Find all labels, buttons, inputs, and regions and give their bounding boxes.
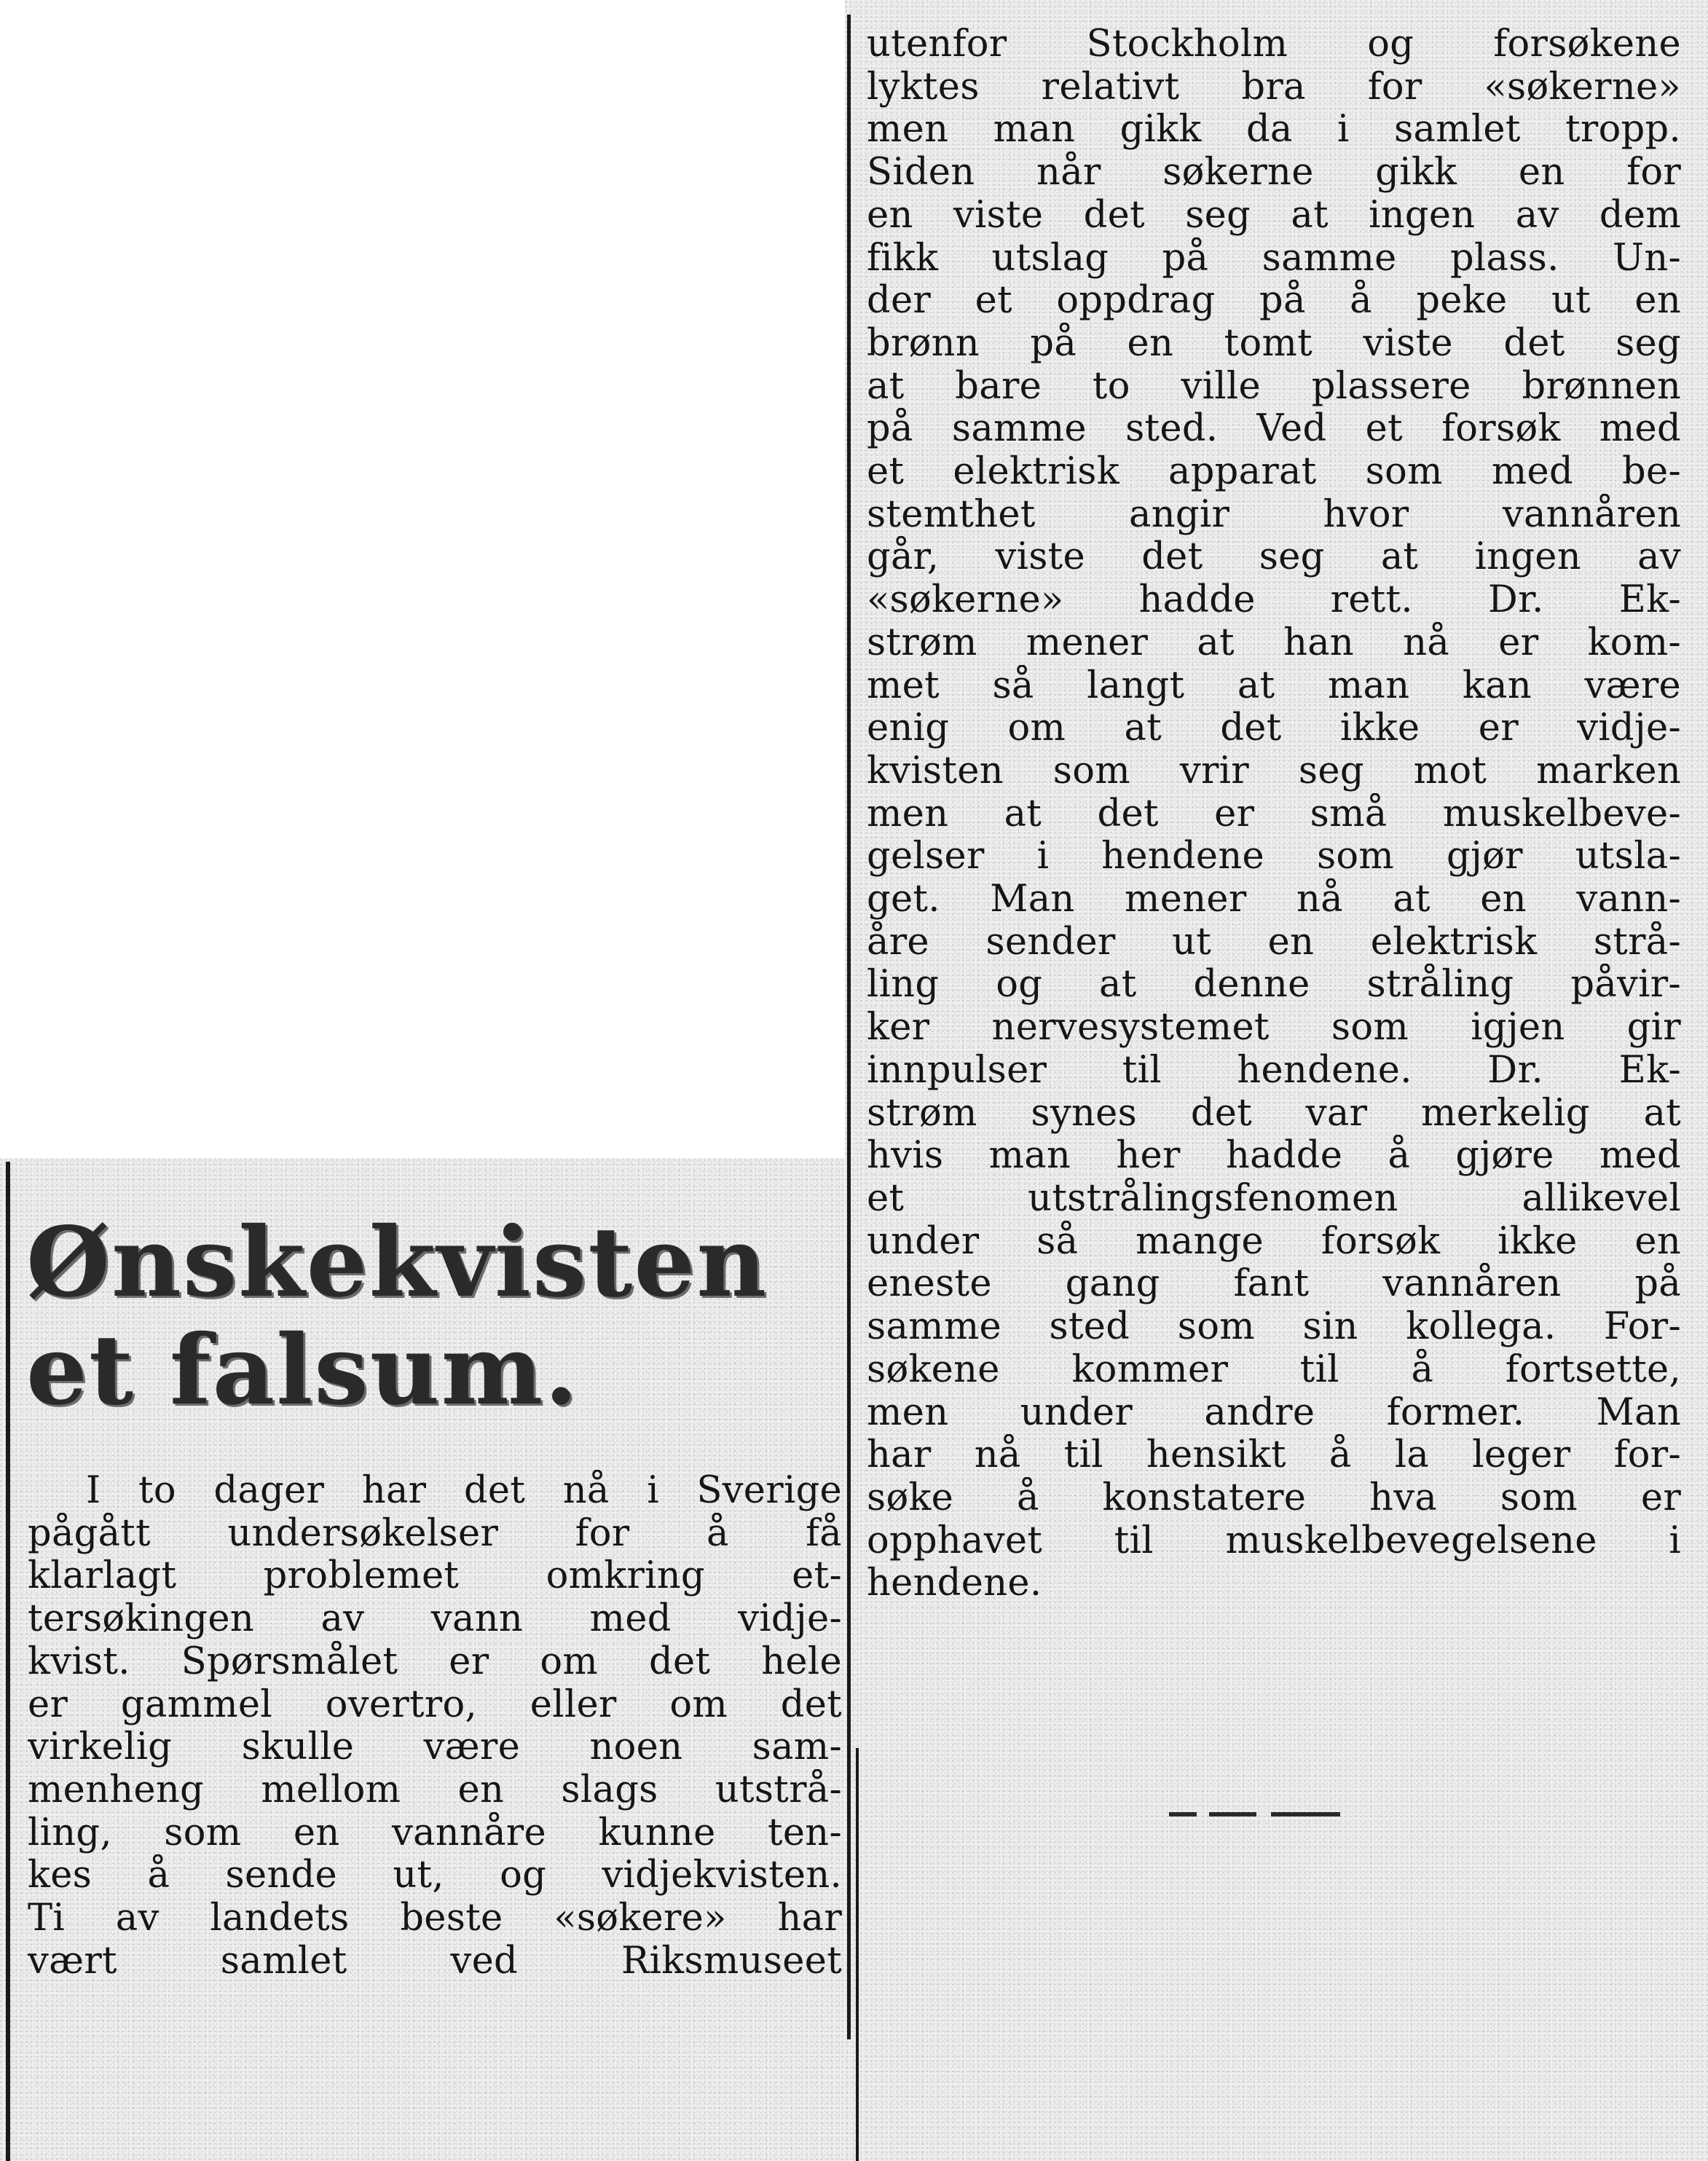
- article-line: klarlagt problemet omkring et-: [28, 1555, 842, 1598]
- article-line: kvisten som vrir seg mot marken: [867, 749, 1681, 792]
- article-line: Ti av landets beste «søkere» har: [28, 1897, 842, 1940]
- article-line: ker nervesystemet som igjen gir: [867, 1007, 1681, 1050]
- article-line: går, viste det seg at ingen av: [867, 536, 1681, 579]
- headline-line: Ønskekvisten: [26, 1206, 768, 1319]
- article-line: gelser i hendene som gjør utsla-: [867, 835, 1681, 878]
- article-line: hendene.: [867, 1562, 1042, 1605]
- article-line: hvis man her hadde å gjøre med: [867, 1135, 1681, 1178]
- article-line: pågått undersøkelser for å få: [28, 1512, 842, 1555]
- article-line: fikk utslag på samme plass. Un-: [867, 237, 1681, 280]
- article-line: I to dager har det nå i Sverige: [86, 1470, 842, 1512]
- article-line: en viste det seg at ingen av dem: [867, 194, 1681, 237]
- article-line: er gammel overtro, eller om det: [28, 1683, 842, 1726]
- article-line: Siden når søkerne gikk en for: [867, 151, 1681, 194]
- article-line: et utstrålingsfenomen allikevel: [867, 1177, 1681, 1220]
- article-right-column: [867, 23, 1681, 1605]
- article-line: opphavet til muskelbevegelsene i: [867, 1519, 1681, 1562]
- article-line: på samme sted. Ved et forsøk med: [867, 408, 1681, 451]
- article-line: men under andre former. Man: [867, 1391, 1681, 1434]
- article-line: met så langt at man kan være: [867, 664, 1681, 707]
- article-line: virkelig skulle være noen sam-: [28, 1726, 842, 1769]
- end-of-article-dash: [1209, 1812, 1256, 1816]
- article-headline: [26, 1206, 827, 1427]
- article-line: innpulser til hendene. Dr. Ek-: [867, 1049, 1681, 1092]
- article-line: men man gikk da i samlet tropp.: [867, 109, 1681, 151]
- article-line: der et oppdrag på å peke ut en: [867, 280, 1681, 323]
- article-line: strøm mener at han nå er kom-: [867, 621, 1681, 664]
- article-line: et elektrisk apparat som med be-: [867, 451, 1681, 494]
- article-line: samme sted som sin kollega. For-: [867, 1306, 1681, 1349]
- column-rule-middle: [856, 1748, 859, 2161]
- end-of-article-dash: [1271, 1812, 1340, 1816]
- article-line: har nå til hensikt å la leger for-: [867, 1434, 1681, 1477]
- article-line: søkene kommer til å fortsette,: [867, 1348, 1681, 1391]
- article-line: menheng mellom en slags utstrå-: [28, 1768, 842, 1811]
- article-line: utenfor Stockholm og forsøkene: [867, 23, 1681, 66]
- article-line: under så mange forsøk ikke en: [867, 1220, 1681, 1263]
- article-line: get. Man mener nå at en vann-: [867, 878, 1681, 921]
- article-line: ling og at denne stråling påvir-: [867, 964, 1681, 1007]
- article-line: tersøkingen av vann med vidje-: [28, 1598, 842, 1641]
- article-line: enig om at det ikke er vidje-: [867, 707, 1681, 750]
- end-of-article-dash: [1169, 1812, 1197, 1816]
- article-line: at bare to ville plassere brønnen: [867, 365, 1681, 408]
- article-line: lyktes relativt bra for «søkerne»: [867, 66, 1681, 109]
- article-line: «søkerne» hadde rett. Dr. Ek-: [867, 579, 1681, 622]
- column-rule-left: [6, 1162, 10, 2161]
- headline-line: et falsum.: [26, 1314, 580, 1427]
- column-rule-right: [847, 15, 851, 2039]
- article-line: strøm synes det var merkelig at: [867, 1092, 1681, 1135]
- article-line: brønn på en tomt viste det seg: [867, 322, 1681, 365]
- article-line: eneste gang fant vannåren på: [867, 1263, 1681, 1306]
- article-line: åre sender ut en elektrisk strå-: [867, 921, 1681, 964]
- article-line: ling, som en vannåre kunne ten-: [28, 1811, 842, 1854]
- article-line: vært samlet ved Riksmuseet: [28, 1940, 842, 1983]
- article-line: kes å sende ut, og vidjekvisten.: [28, 1854, 842, 1897]
- article-line: kvist. Spørsmålet er om det hele: [28, 1640, 842, 1683]
- article-line: søke å konstatere hva som er: [867, 1476, 1681, 1519]
- article-left-column: [28, 1470, 842, 1983]
- article-line: stemthet angir hvor vannåren: [867, 493, 1681, 536]
- article-line: men at det er små muskelbeve-: [867, 792, 1681, 835]
